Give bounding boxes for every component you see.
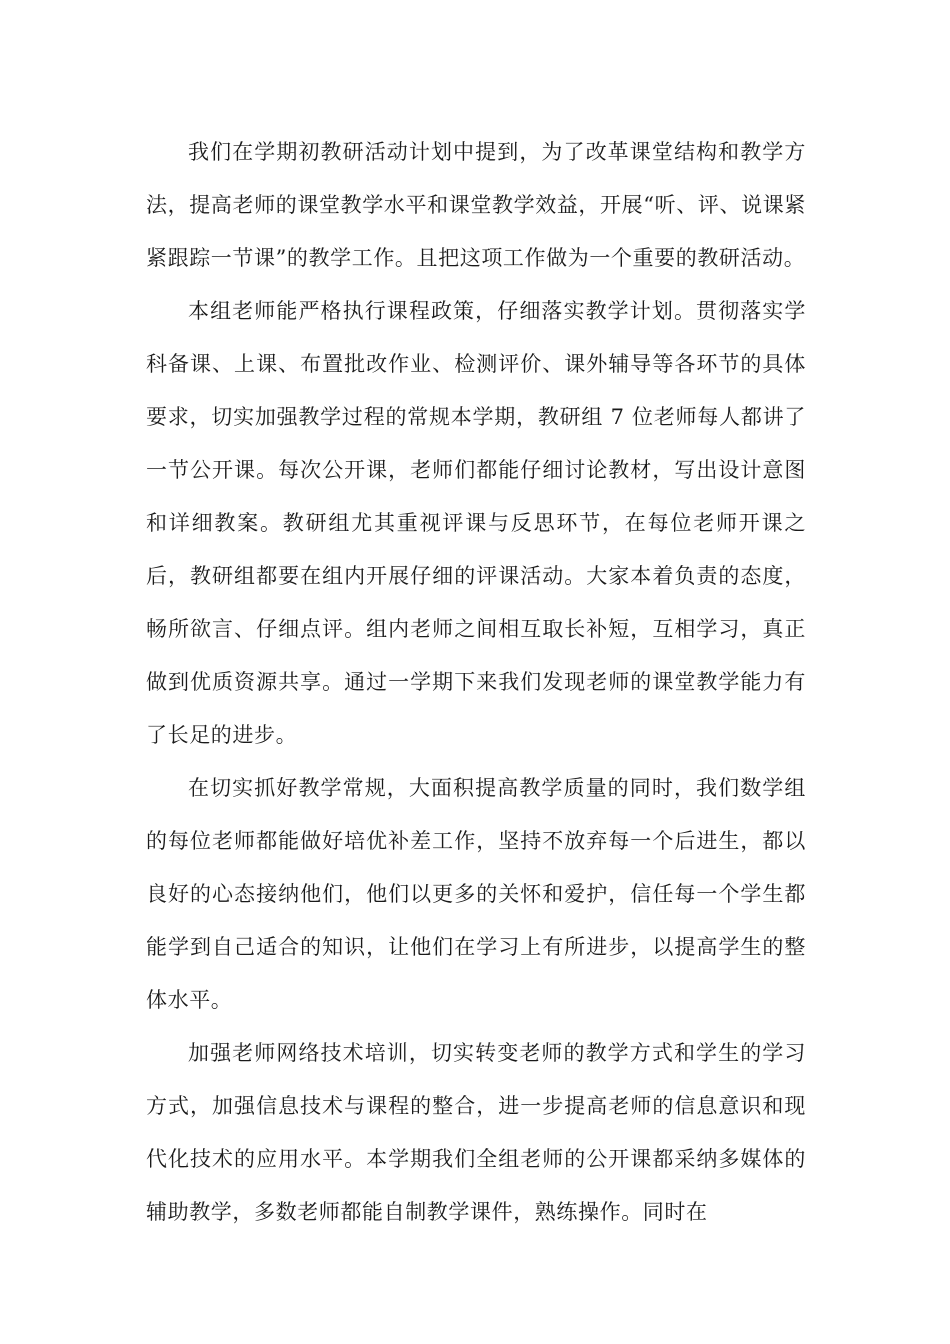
paragraph-3: 在切实抓好教学常规，大面积提高教学质量的同时，我们数学组的每位老师都能做好培优补差工作，坚持不放弃每一个后进生，都以良好的心态接纳他们，他们以更多的关怀和爱护，信任每一个学生都能学到自己适合的知识，让他们在学习上有所进步，以提高学生的整体水平。 xyxy=(146,776,806,1012)
paragraph-2: 本组老师能严格执行课程政策，仔细落实教学计划。贯彻落实学科备课、上课、布置批改作业、检测评价、课外辅导等各环节的具体要求，切实加强教学过程的常规本学期，教研组 7 位老师每人都讲了一节公开课。每次公开课，老师们都能仔细讨论教材，写出设计意图和详细教案。教研组尤其重视评课与反思环节，在每位老师开课之后，教研组都要在组内开展仔细的评课活动。大家本着负责的态度，畅所欲言、仔细点评。组内老师之间相互取长补短，互相学习，真正做到优质资源共享。通过一学期下来我们发现老师的课堂教学能力有了长足的进步。 xyxy=(146,299,806,747)
paragraph-1: 我们在学期初教研活动计划中提到，为了改革课堂结构和教学方法，提高老师的课堂教学水平和课堂教学效益，开展“听、评、说课紧紧跟踪一节课”的教学工作。且把这项工作做为一个重要的教研活动。 xyxy=(146,140,806,270)
paragraph-4: 加强老师网络技术培训，切实转变老师的教学方式和学生的学习方式，加强信息技术与课程的整合，进一步提高老师的信息意识和现代化技术的应用水平。本学期我们全组老师的公开课都采纳多媒体的辅助教学，多数老师都能自制教学课件，熟练操作。同时在 xyxy=(146,1041,806,1224)
document-body xyxy=(146,126,806,1239)
